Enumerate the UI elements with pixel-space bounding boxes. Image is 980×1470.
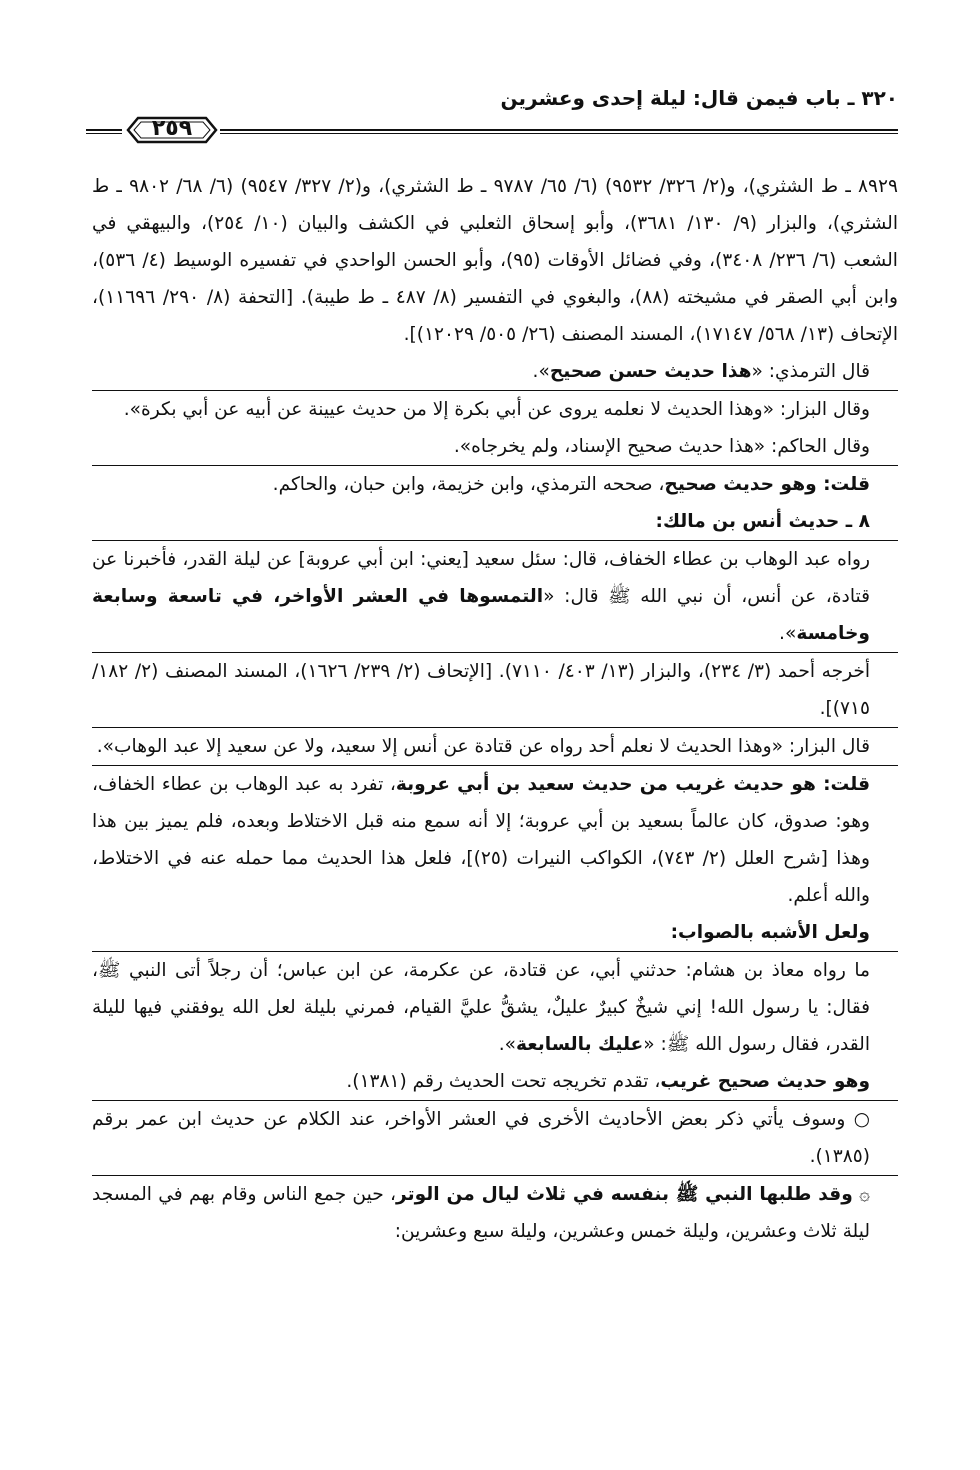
page-header	[86, 86, 898, 146]
verdict-3-bold: وهو حديث صحيح غريب	[660, 1071, 870, 1092]
marker-bold: وقد طلبها النبي ﷺ بنفسه في ثلاث ليال من الوتر	[396, 1184, 853, 1205]
paragraph-note: ○ وسوف يأتي ذكر بعض الأحاديث الأخرى في العشر الأواخر، عند الكلام عن حديث ابن عمر برقم (١٣٨٥).	[92, 1100, 898, 1175]
verdict-rest: ، صححه الترمذي، وابن خزيمة، وابن حبان، والحاكم.	[272, 474, 665, 495]
anas-quote-close: ».	[779, 623, 797, 644]
page-number: ٢٥٩	[151, 116, 193, 141]
paragraph-verdict-3	[92, 1063, 898, 1100]
header-rule-left	[86, 129, 122, 134]
paragraph-tirmidhi	[92, 353, 898, 390]
anas-hadith-text: التمسوها في العشر الأواخر، في تاسعة وسابعة وخامسة	[92, 586, 870, 644]
flower-marker-icon: ۞	[859, 1184, 870, 1205]
anas-report-text: رواه عبد الوهاب بن عطاء الخفاف، قال: سئل سعيد [يعني: ابن أبي عروبة] عن ليلة القدر، فأخبرنا عن قتادة، عن أنس، أن نبي الله ﷺ قال: «	[92, 549, 870, 607]
quote-close: ».	[532, 361, 550, 382]
chapter-title: ٣٢٠ ـ باب فيمن قال: ليلة إحدى وعشرين	[500, 86, 898, 110]
paragraph-takhrij: أخرجه أحمد (٣/ ٢٣٤)، والبزار (١٣/ ٤٠٣/ ٧١١٠). [الإتحاف (٢/ ٢٣٩/ ١٦٢٦)، المسند المصنف (٢/ ١٨٢/ ٧١٥)].	[92, 652, 898, 727]
paragraph-muadh-report	[92, 951, 898, 1063]
verdict-2-rest: ، تفرد به عبد الوهاب بن عطاء الخفاف، وهو: صدوق، كان عالماً بسعيد بن أبي عروبة؛ إلا أنه سمع منه قبل الاختلاط وبعده، فلم يميز بين هذا وهذا [شرح العلل (٢/ ٧٤٣)، الكواكب النيرات (٢٥)]، فلعل هذا الحديث مما حمله عنه في الاختلاط، والله أعلم.	[92, 774, 870, 906]
muadh-hadith-text: عليك بالسابعة	[515, 1034, 644, 1055]
paragraph-hakim: وقال الحاكم: «هذا حديث صحيح الإسناد، ولم يخرجاه».	[453, 436, 870, 457]
muadh-quote-close: ».	[498, 1034, 516, 1055]
page-number-badge	[126, 112, 218, 148]
paragraph-anas-report	[92, 540, 898, 652]
muadh-report-text: ما رواه معاذ بن هشام: حدثني أبي، عن قتادة، عن عكرمة، عن ابن عباس؛ أن رجلاً أتى النبي ﷺ، فقال: يا رسول الله! إني شيخٌ كبيرٌ عليلٌ، يشقُّ عليَّ القيام، فمرني بليلة لعل الله يوفقني فيها لليلة القدر، فقال رسول الله ﷺ: «	[92, 960, 870, 1055]
paragraph-verdict-1	[92, 465, 898, 503]
section-heading-anas: ٨ ـ حديث أنس بن مالك:	[655, 511, 870, 532]
verdict-bold: قلت: وهو حديث صحيح	[664, 474, 870, 495]
verdict-2-bold: قلت: هو حديث غريب من حديث سعيد بن أبي عروبة	[395, 774, 871, 795]
paragraph-verdict-2	[92, 765, 898, 914]
paragraph-citations: ٨٩٢٩ ـ ط الشثري)، و(٢/ ٣٢٦/ ٩٥٣٢) (٦/ ٦٥/ ٩٧٨٧ ـ ط الشثري)، و(٢/ ٣٢٧/ ٩٥٤٧) (٦/ ٦٨/ ٩٨٠٢ ـ ط الشثري)، والبزار (٩/ ١٣٠/ ٣٦٨١)، وأبو إسحاق الثعلبي في الكشف والبيان (١٠/ ٢٥٤)، والبيهقي في الشعب (٦/ ٢٣٦/ ٣٤٠٨)، وفي فضائل الأوقات (٩٥)، وأبو الحسن الواحدي في تفسيره الوسيط (٤/ ٥٣٦)، وابن أبي الصقر في مشيخته (٨٨)، والبغوي في التفسير (٨/ ٤٨٧ ـ ط طيبة). [التحفة (٨/ ٢٩٠/ ١١٦٩٦)، الإتحاف (١٣/ ٥٦٨/ ١٧١٤٧)، المسند المصنف (٢٦/ ٥٠٥/ ١٢٠٢٩)].	[92, 176, 898, 345]
verdict-3-rest: ، تقدم تخريجه تحت الحديث رقم (١٣٨١).	[346, 1071, 661, 1092]
page-body	[92, 168, 898, 1250]
paragraph-bazzar-2: قال البزار: «وهذا الحديث لا نعلم أحد رواه عن قتادة عن أنس إلا سعيد، ولا عن سعيد إلا عبد الوهاب».	[92, 727, 898, 765]
section-heading-correct: ولعل الأشبه بالصواب:	[670, 922, 870, 943]
marker-rest: ، حين جمع الناس وقام بهم في المسجد ليلة ثلاث وعشرين، وليلة خمس وعشرين، وليلة سبع وعشرين:	[92, 1184, 870, 1242]
paragraph-section-marker	[92, 1175, 898, 1250]
quote-open: قال الترمذي: «	[751, 361, 870, 382]
header-rule-right	[220, 129, 898, 134]
tirmidhi-verdict: هذا حديث حسن صحيح	[549, 361, 752, 382]
paragraph-bazzar: وقال البزار: «وهذا الحديث لا نعلمه يروى عن أبي بكرة إلا من حديث عيينة عن أبيه عن أبي بكرة».	[92, 390, 898, 428]
